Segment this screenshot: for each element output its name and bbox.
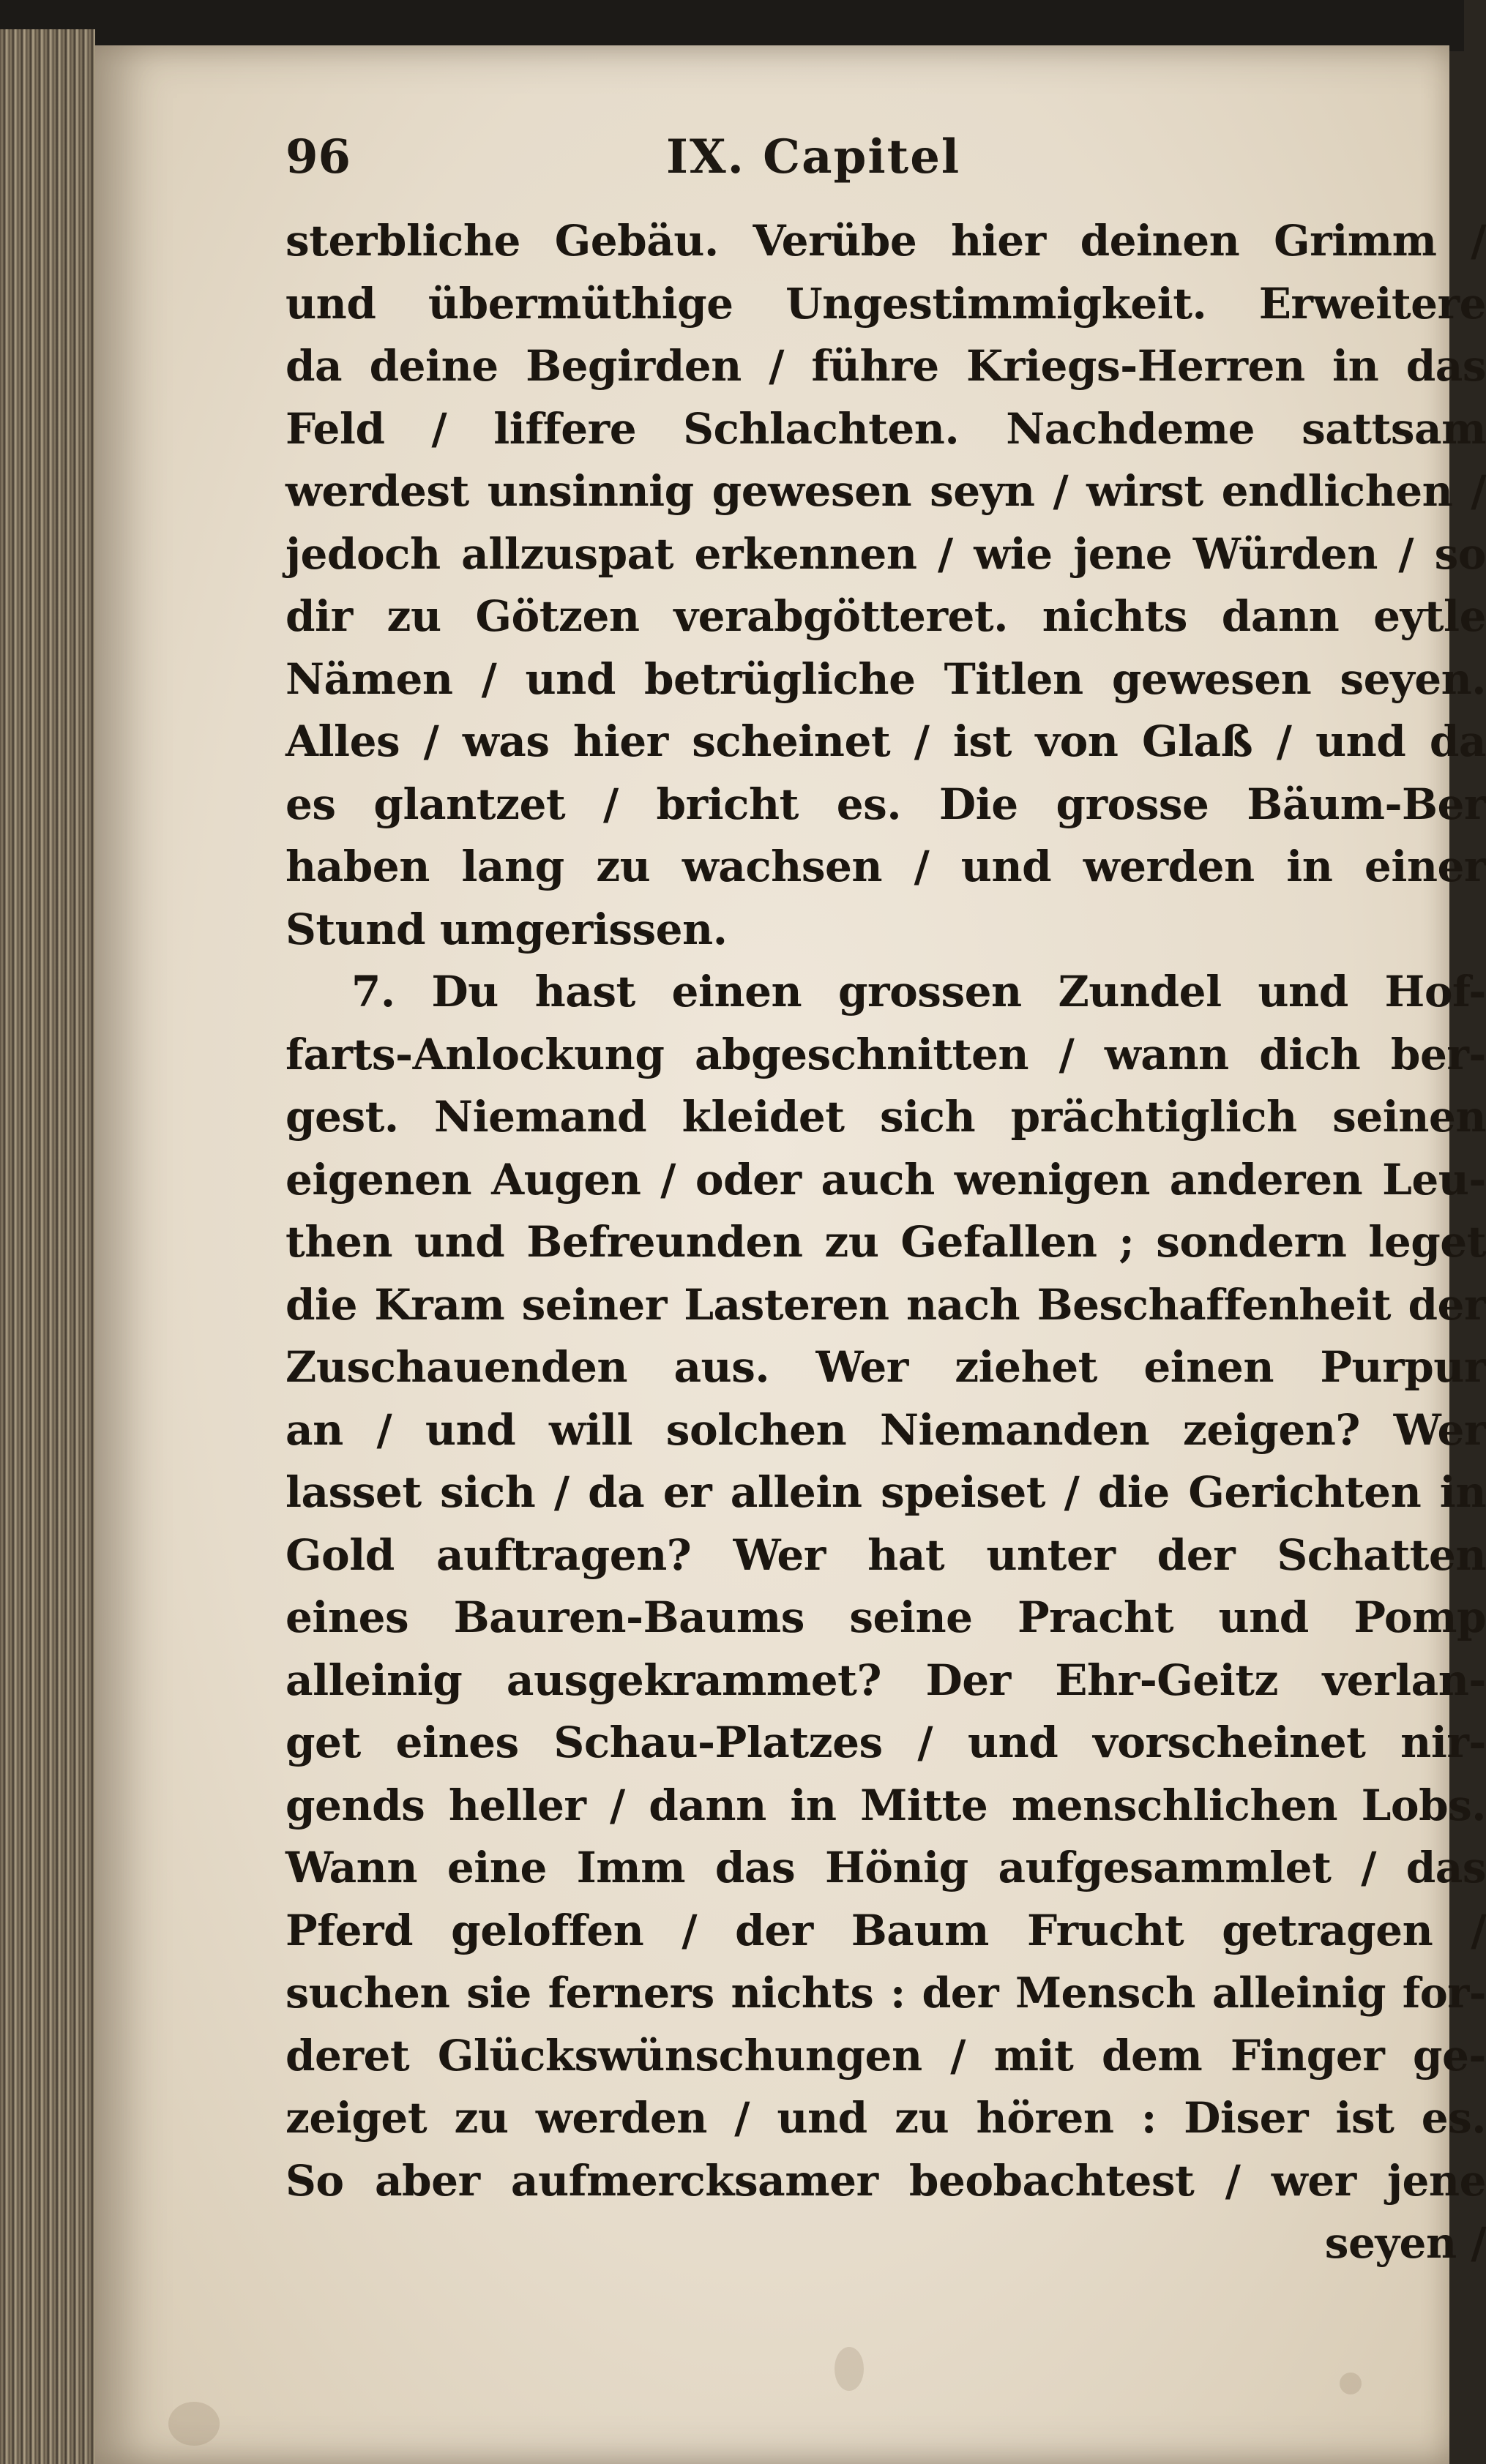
text-line: alleinig ausgekrammet? Der Ehr-Geitz verlan- <box>285 1655 1486 1705</box>
running-head <box>285 130 1486 210</box>
book-page-edges <box>0 29 95 2464</box>
text-line: und übermüthige Ungestimmigkeit. Erweitere <box>285 278 1486 329</box>
paper-stain <box>835 2347 864 2391</box>
text-line: eigenen Augen / oder auch wenigen anderen Leu- <box>285 1154 1486 1205</box>
text-line: Nämen / und betrügliche Titlen gewesen seyen. <box>285 654 1486 704</box>
text-line: Wann eine Imm das Hönig aufgesammlet / das <box>285 1843 1486 1892</box>
catchword: seyen / <box>1324 2218 1486 2268</box>
text-line: suchen sie ferners nichts : der Mensch alleinig for- <box>285 1969 1486 2018</box>
body-text <box>285 210 1486 2275</box>
text-line: die Kram seiner Lasteren nach Beschaffenheit der <box>285 1279 1486 1330</box>
text-line: es glantzet / bricht es. Die grosse Bäum-Ber <box>285 779 1486 829</box>
text-line: So aber aufmercksamer beobachtest / wer jene <box>285 2155 1486 2206</box>
text-line: get eines Schau-Platzes / und vorscheinet nir- <box>285 1718 1486 1767</box>
text-line: dir zu Götzen verabgötteret. nichts dann eytle <box>285 591 1486 641</box>
text-line: da deine Begirden / führe Kriegs-Herren in das <box>285 341 1486 391</box>
text-line: haben lang zu wachsen / und werden in einer <box>285 842 1486 891</box>
text-line: Pferd geloffen / der Baum Frucht getragen / <box>285 1905 1486 1955</box>
text-line: Stund umgerissen. <box>285 904 728 954</box>
paper-stain <box>1340 2373 1362 2394</box>
text-line: eines Bauren-Baums seine Pracht und Pomp <box>285 1592 1486 1642</box>
text-line: lasset sich / da er allein speiset / die Gerichten in <box>285 1467 1486 1517</box>
scan-background-top <box>0 0 1464 51</box>
text-line: Feld / liffere Schlachten. Nachdeme sattsam <box>285 403 1486 454</box>
chapter-title: IX. Capitel <box>666 130 961 184</box>
page-content <box>285 130 1486 2268</box>
paragraph-start-line: 7. Du hast einen grossen Zundel und Hof- <box>351 967 1486 1016</box>
text-line: Zuschauenden aus. Wer ziehet einen Purpur <box>285 1342 1486 1392</box>
text-line: gest. Niemand kleidet sich prächtiglich seinen <box>285 1092 1486 1142</box>
page-number: 96 <box>285 130 351 184</box>
text-line: Gold auftragen? Wer hat unter der Schatten <box>285 1529 1486 1580</box>
text-line: jedoch allzuspat erkennen / wie jene Würden / so <box>285 528 1486 579</box>
text-line: Alles / was hier scheinet / ist von Glaß / und da <box>285 716 1486 766</box>
book-page <box>95 45 1486 2464</box>
text-line: werdest unsinnig gewesen seyn / wirst endlichen / <box>285 466 1486 516</box>
text-line: deret Glückswünschungen / mit dem Finger ge- <box>285 2030 1486 2081</box>
paper-stain <box>168 2402 220 2446</box>
text-line: zeiget zu werden / und zu hören : Diser ist es. <box>285 2093 1486 2143</box>
text-line: then und Befreunden zu Gefallen ; sondern leget <box>285 1217 1486 1267</box>
text-line: farts-Anlockung abgeschnitten / wann dich ber- <box>285 1029 1486 1079</box>
text-line: an / und will solchen Niemanden zeigen? Wer <box>285 1404 1486 1455</box>
text-line: gends heller / dann in Mitte menschlichen Lobs. <box>285 1780 1486 1830</box>
text-line: sterbliche Gebäu. Verübe hier deinen Grimm / <box>285 216 1486 266</box>
